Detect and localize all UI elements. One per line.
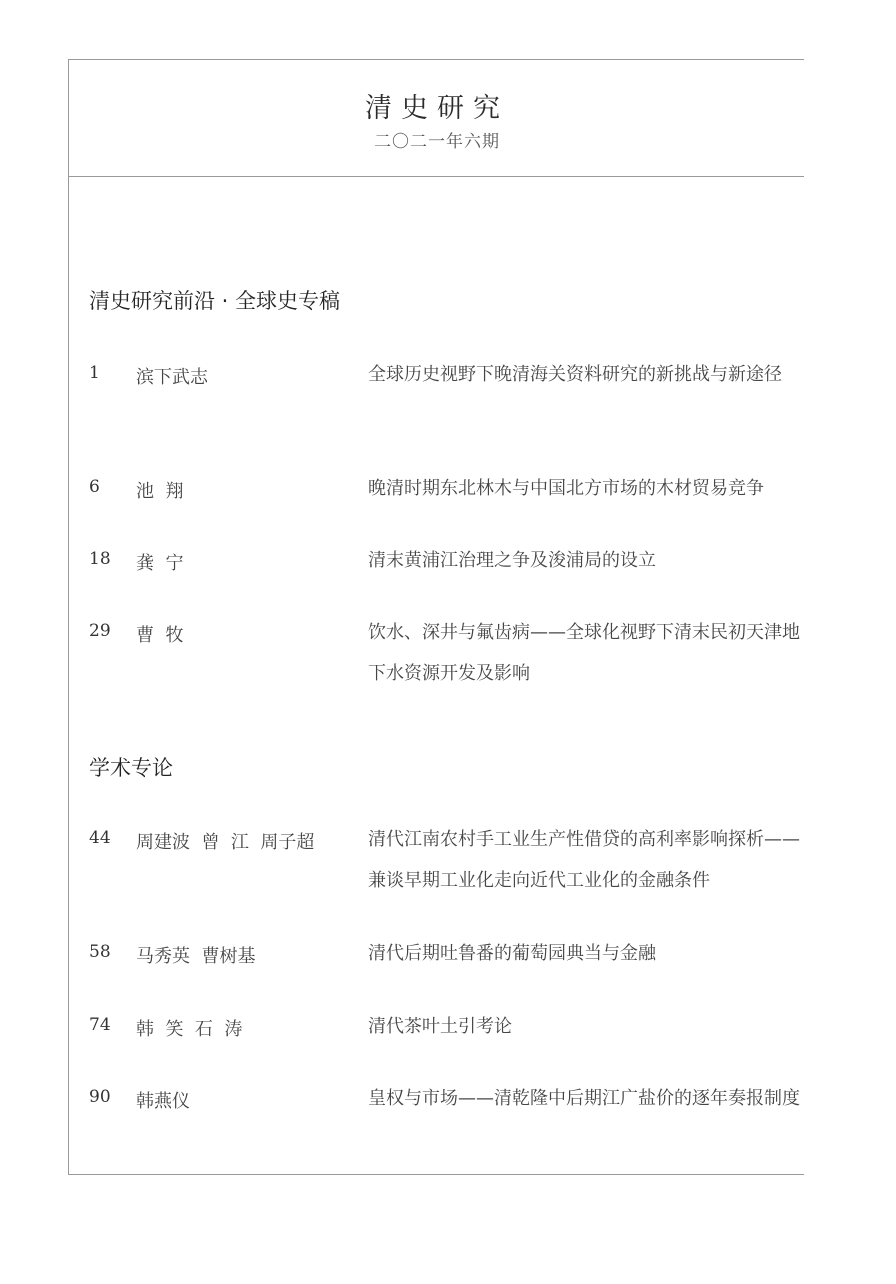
article-title: 晚清时期东北林木与中国北方市场的木材贸易竞争 [368,478,764,499]
header-bottom-rule [68,176,804,177]
authors: 韩燕仪 [136,1091,190,1112]
page-number: 74 [89,1015,111,1035]
page-number: 44 [89,828,111,848]
section-heading-frontier: 清史研究前沿 · 全球史专稿 [89,289,341,313]
journal-title: 清史研究 [365,93,509,124]
page-number: 1 [89,363,100,383]
authors: 龚 宁 [136,553,184,574]
frame-left-rule [68,59,69,1175]
authors: 池 翔 [136,481,184,502]
authors: 马秀英 曹树基 [136,946,256,967]
article-title: 清代江南农村手工业生产性借贷的高利率影响探析——兼谈早期工业化走向近代工业化的金融条件 [368,829,800,891]
section-heading-monographs: 学术专论 [89,756,173,780]
page-number: 6 [89,477,100,497]
article-title: 清代后期吐鲁番的葡萄园典当与金融 [368,943,656,964]
header-top-rule [68,59,804,60]
authors: 滨下武志 [136,367,208,388]
article-title: 全球历史视野下晚清海关资料研究的新挑战与新途径 [368,364,782,385]
frame-bottom-rule [68,1174,804,1175]
page-number: 29 [89,621,111,641]
article-title: 清末黄浦江治理之争及浚浦局的设立 [368,550,656,571]
issue-label: 二〇二一年六期 [374,132,500,152]
page-number: 58 [89,942,111,962]
authors: 韩 笑 石 涛 [136,1019,243,1040]
article-title: 皇权与市场——清乾隆中后期江广盐价的逐年奏报制度 [368,1088,800,1109]
article-title: 清代茶叶土引考论 [368,1016,512,1037]
page-number: 18 [89,549,111,569]
authors: 周建波 曾 江 周子超 [136,832,315,853]
authors: 曹 牧 [136,625,184,646]
article-title: 饮水、深井与氟齿病——全球化视野下清末民初天津地下水资源开发及影响 [368,622,800,684]
page-number: 90 [89,1087,111,1107]
